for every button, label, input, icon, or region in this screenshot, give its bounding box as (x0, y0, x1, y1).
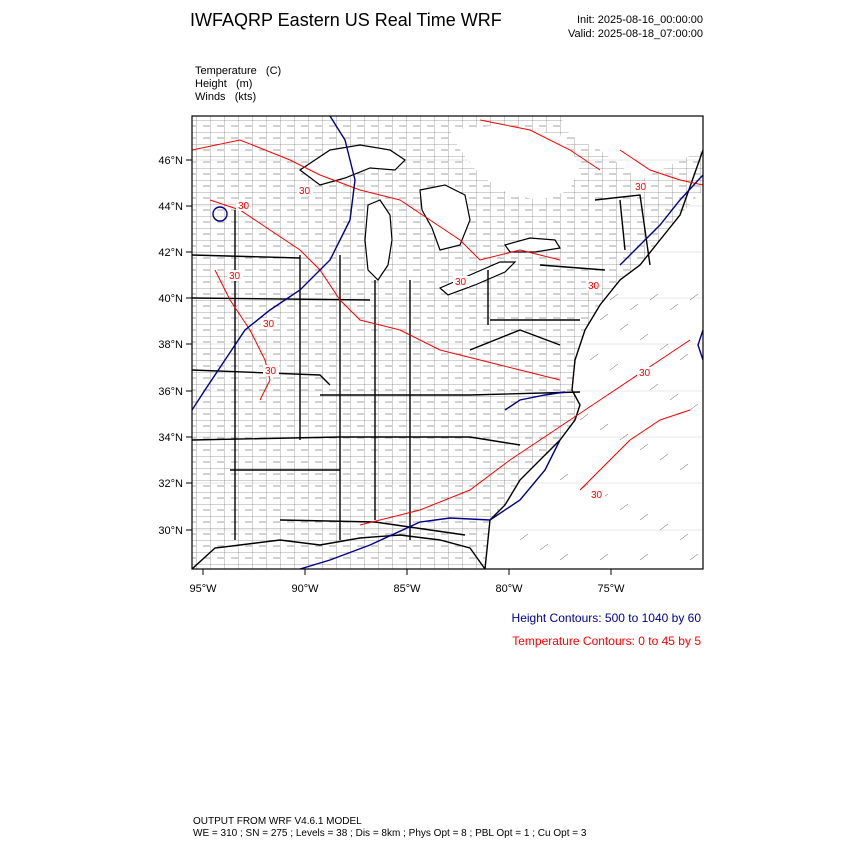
contour-label: 30 (263, 319, 275, 330)
contour-label: 30 (635, 182, 647, 193)
contour-label: 30 (238, 201, 250, 212)
lon-label: 75°W (597, 583, 625, 595)
init-time: Init: 2025-08-16_00:00:00 (577, 14, 703, 26)
latitude-labels (158, 155, 183, 537)
lon-label: 95°W (189, 583, 217, 595)
contour-label: 30 (229, 271, 241, 282)
page-title: IWFAQRP Eastern US Real Time WRF (190, 10, 502, 30)
lat-label: 36°N (158, 386, 183, 398)
lon-label: 90°W (291, 583, 319, 595)
contour-label: 30 (639, 368, 651, 379)
lon-label: 85°W (393, 583, 421, 595)
height-contour-legend: Height Contours: 500 to 1040 by 60 (511, 611, 701, 625)
land-counties (192, 116, 703, 569)
contour-label: 30 (265, 366, 277, 377)
field-temperature: Temperature (C) (195, 65, 282, 77)
contour-legend (470, 607, 701, 653)
contour-label: 30 (591, 490, 603, 501)
field-height: Height (m) (195, 78, 253, 90)
model-version: OUTPUT FROM WRF V4.6.1 MODEL (193, 816, 362, 827)
contour-label: 30 (299, 186, 311, 197)
lat-label: 38°N (158, 339, 183, 351)
model-config: WE = 310 ; SN = 275 ; Levels = 38 ; Dis = 8km ; Phys Opt = 8 ; PBL Opt = 1 ; Cu Opt = 3 (193, 828, 587, 839)
lat-label: 42°N (158, 247, 183, 259)
model-info (193, 816, 586, 840)
lon-label: 80°W (495, 583, 523, 595)
map-content (192, 116, 703, 569)
temperature-contour-legend: Temperature Contours: 0 to 45 by 5 (512, 634, 701, 648)
contour-label: 30 (455, 277, 467, 288)
lat-label: 40°N (158, 293, 183, 305)
lat-label: 44°N (158, 201, 183, 213)
lat-label: 32°N (158, 478, 183, 490)
lat-label: 46°N (158, 155, 183, 167)
longitude-labels (189, 583, 625, 595)
lat-label: 30°N (158, 525, 183, 537)
contour-label: 30 (588, 281, 600, 292)
field-winds: Winds (kts) (195, 91, 257, 103)
valid-time: Valid: 2025-08-18_07:00:00 (568, 28, 703, 40)
lat-label: 34°N (158, 432, 183, 444)
